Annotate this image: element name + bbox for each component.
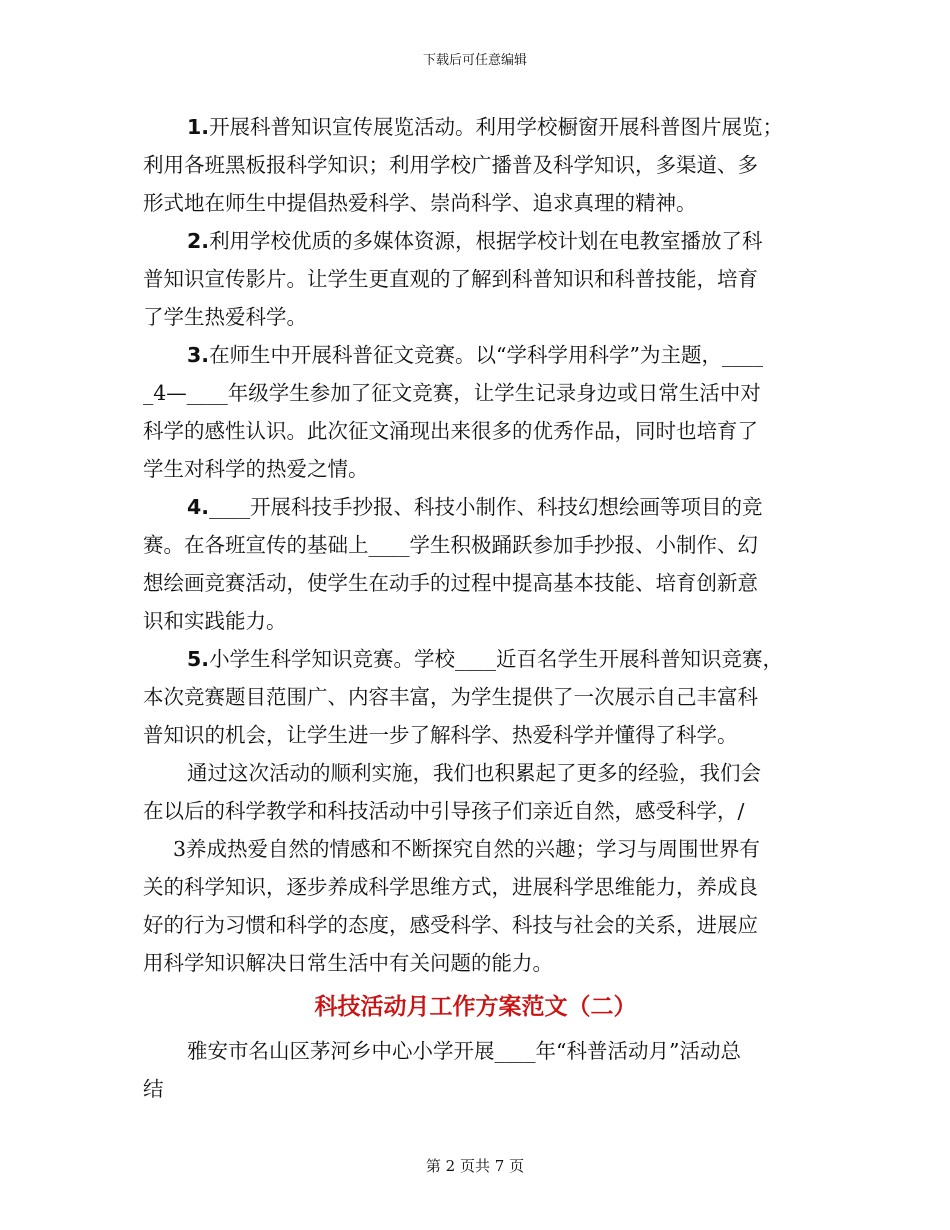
paragraph-line: 了学生热爱科学。 xyxy=(143,305,307,329)
paragraph-5 xyxy=(143,640,808,754)
document-body xyxy=(143,108,808,1108)
paragraph-line: 好的行为习惯和科学的态度，感受科学、科技与社会的关系，进展应 xyxy=(143,913,758,937)
paragraph-line: 识和实践能力。 xyxy=(143,609,287,633)
page-header: 下载后可任意编辑 xyxy=(422,53,527,68)
paragraph-line: 赛。在各班宣传的基础上____学生积极踊跃参加手抄报、小制作、幻 xyxy=(143,533,758,557)
page-footer: 第 2 页共 7 页 xyxy=(425,1157,525,1175)
paragraph-line: 普知识宣传影片。让学生更直观的了解到科普知识和科普技能，培育 xyxy=(143,267,758,291)
paragraph-line: 利用各班黑板报科学知识；利用学校广播普及科学知识，多渠道、多 xyxy=(143,153,758,177)
paragraph-number: 5. xyxy=(187,647,210,671)
closing-paragraph xyxy=(143,1032,808,1108)
paragraph-6 xyxy=(143,754,808,830)
paragraph-line: 在师生中开展科普征文竞赛。以“学科学用科学”为主题，____ xyxy=(209,343,764,367)
paragraph-line: 在以后的科学教学和科技活动中引导孩子们亲近自然，感受科学，/ xyxy=(143,799,745,823)
paragraph-number: 4. xyxy=(187,495,210,519)
paragraph-3 xyxy=(143,336,808,488)
paragraph-line: 用科学知识解决日常生活中有关问题的能力。 xyxy=(143,951,553,975)
paragraph-line: 想绘画竞赛活动，使学生在动手的过程中提高基本技能、培育创新意 xyxy=(143,571,758,595)
paragraph-7 xyxy=(143,830,808,982)
paragraph-number: 1. xyxy=(187,115,210,139)
paragraph-line: 结 xyxy=(143,1077,164,1101)
paragraph-number: 2. xyxy=(187,229,210,253)
paragraph-line: 3养成热爱自然的情感和不断探究自然的兴趣；学习与周围世界有 xyxy=(173,837,761,861)
paragraph-line: 本次竞赛题目范围广、内容丰富，为学生提供了一次展示自己丰富科 xyxy=(143,685,758,709)
paragraph-line: ____开展科技手抄报、科技小制作、科技幻想绘画等项目的竞 xyxy=(209,495,763,519)
paragraph-line: 普知识的机会，让学生进一步了解科学、热爱科学并懂得了科学。 xyxy=(143,723,738,747)
paragraph-line: 形式地在师生中提倡热爱科学、崇尚科学、追求真理的精神。 xyxy=(143,191,697,215)
paragraph-2 xyxy=(143,222,808,336)
paragraph-1 xyxy=(143,108,808,222)
paragraph-line: 小学生科学知识竞赛。学校____近百名学生开展科普知识竞赛， xyxy=(209,647,784,671)
paragraph-line: 科学的感性认识。此次征文涌现出来很多的优秀作品，同时也培育了 xyxy=(143,419,758,443)
paragraph-line: 雅安市名山区茅河乡中心小学开展____年“科普活动月”活动总 xyxy=(187,1039,741,1063)
paragraph-line: 通过这次活动的顺利实施，我们也积累起了更多的经验，我们会 xyxy=(187,761,761,785)
section-heading: 科技活动月工作方案范文（二） xyxy=(314,994,637,1020)
paragraph-line: _4—____年级学生参加了征文竞赛，让学生记录身边或日常生活中对 xyxy=(143,381,761,405)
paragraph-number: 3. xyxy=(187,343,210,367)
paragraph-line: 关的科学知识，逐步养成科学思维方式，进展科学思维能力，养成良 xyxy=(143,875,758,899)
paragraph-line: 利用学校优质的多媒体资源，根据学校计划在电教室播放了科 xyxy=(209,229,763,253)
paragraph-line: 学生对科学的热爱之情。 xyxy=(143,457,369,481)
paragraph-line: 开展科普知识宣传展览活动。利用学校橱窗开展科普图片展览； xyxy=(209,115,784,139)
paragraph-4 xyxy=(143,488,808,640)
